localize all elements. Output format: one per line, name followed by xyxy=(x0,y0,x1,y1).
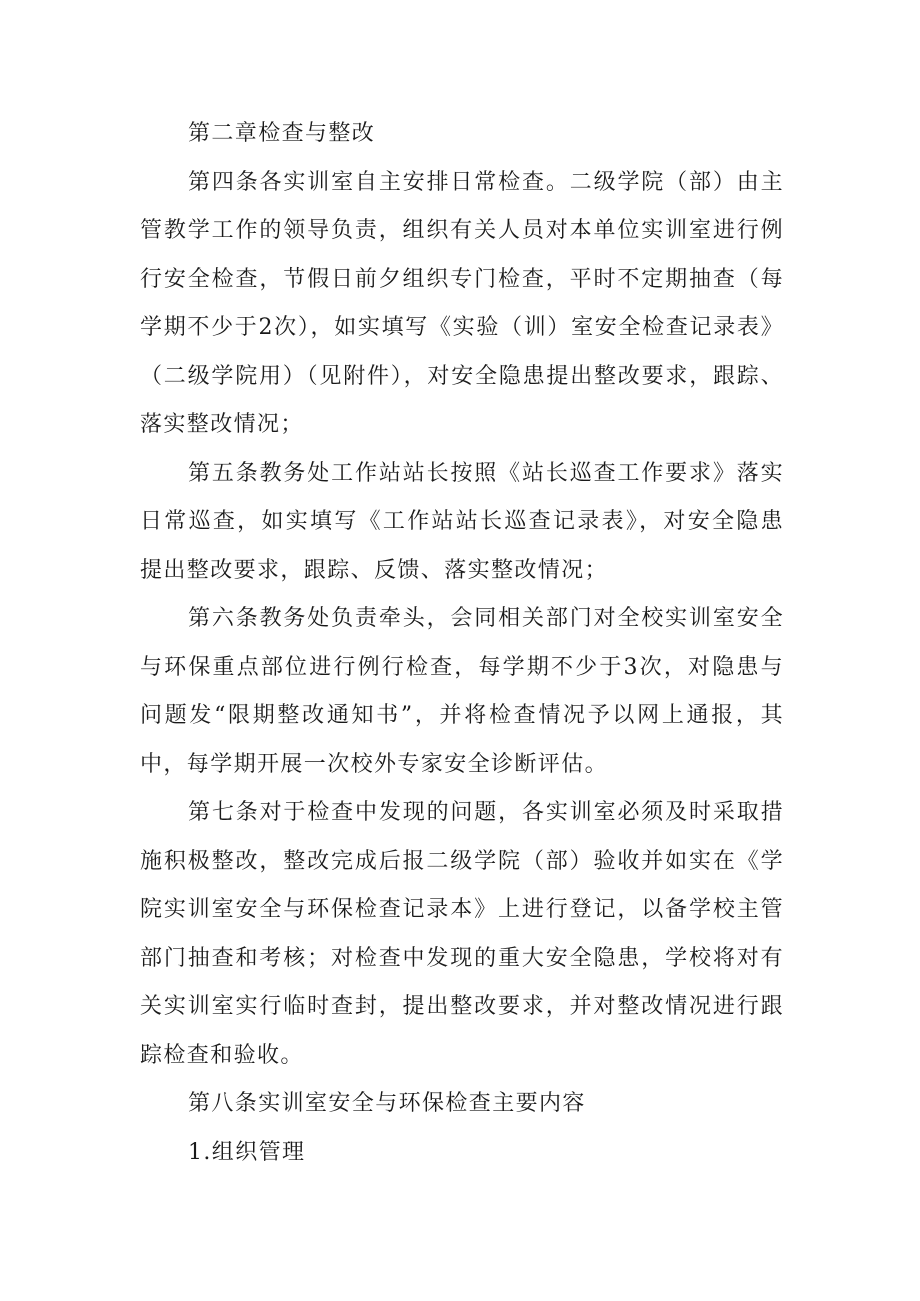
article-4-paragraph: 第四条各实训室自主安排日常检查。二级学院（部）由主管教学工作的领导负责，组织有关人员对本单位实训室进行例行安全检查，节假日前夕组织专门检查，平时不定期抽查（每学期不少于2次），如实填写《实验（训）室安全检查记录表》（二级学院用）（见附件），对安全隐患提出整改要求，跟踪、落实整改情况； xyxy=(140,169,784,437)
article-5-paragraph: 第五条教务处工作站站长按照《站长巡查工作要求》落实日常巡查，如实填写《工作站站长巡查记录表》，对安全隐患提出整改要求，跟踪、反馈、落实整改情况； xyxy=(140,460,784,583)
document-page xyxy=(140,110,784,1177)
chapter-heading: 第二章检查与整改 xyxy=(188,121,376,146)
list-item-1: 1.组织管理 xyxy=(188,1139,306,1165)
article-7-paragraph: 第七条对于检查中发现的问题，各实训室必须及时采取措施积极整改，整改完成后报二级学院（部）验收并如实在《学院实训室安全与环保检查记录本》上进行登记，以备学校主管部门抽查和考核；对检查中发现的重大安全隐患，学校将对有关实训室实行临时查封，提出整改要求，并对整改情况进行跟踪检查和验收。 xyxy=(140,800,784,1068)
article-6-paragraph: 第六条教务处负责牵头，会同相关部门对全校实训室安全与环保重点部位进行例行检查，每学期不少于3次，对隐患与问题发“限期整改通知书”，并将检查情况予以网上通报，其中，每学期开展一次校外专家安全诊断评估。 xyxy=(140,606,784,777)
article-8-heading: 第八条实训室安全与环保检查主要内容 xyxy=(188,1091,586,1116)
